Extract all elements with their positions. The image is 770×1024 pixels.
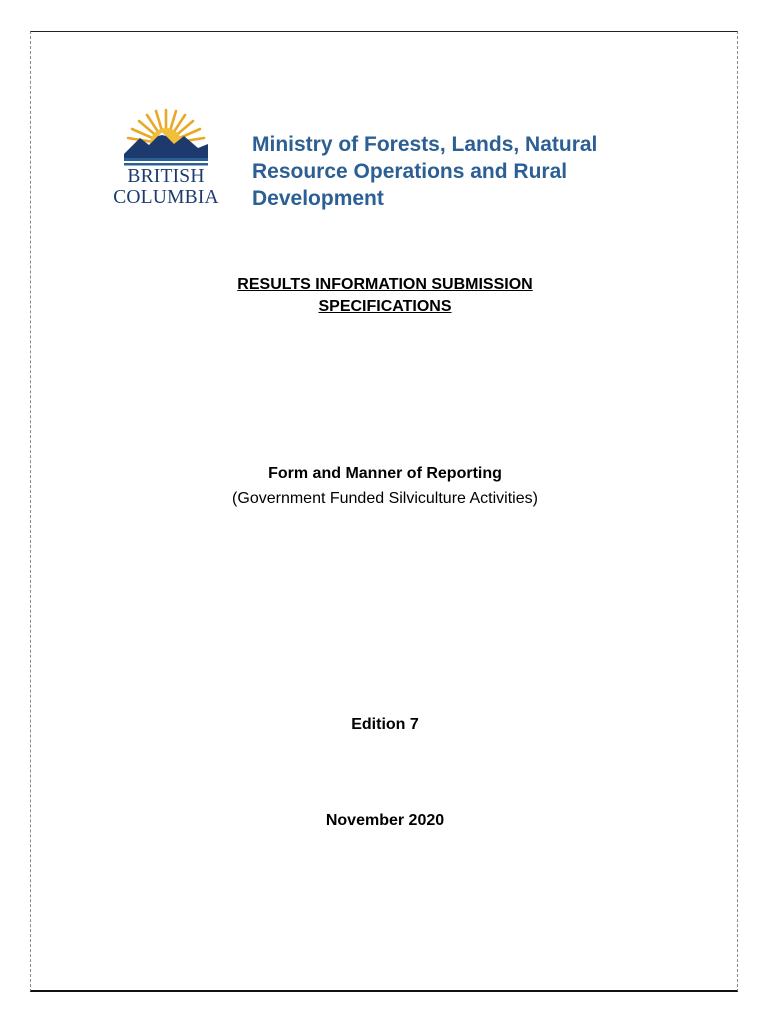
ministry-name-line2: Resource Operations and Rural [252,160,568,183]
bc-logo [104,108,228,214]
ministry-name-line3: Development [252,187,384,210]
logo-text-columbia: COLUMBIA [113,187,219,208]
document-title-line2: SPECIFICATIONS [318,298,452,315]
document-title [150,274,620,318]
form-subtitle: (Government Funded Silviculture Activities) [232,490,538,507]
form-title: Form and Manner of Reporting [268,465,502,482]
logo-text-british: BRITISH [127,166,205,187]
publication-date: November 2020 [325,812,445,829]
edition-label: Edition 7 [351,716,419,733]
ministry-name [252,131,672,212]
bc-sun-mountain-emblem [122,108,210,168]
document-title-line1: RESULTS INFORMATION SUBMISSION [237,276,533,293]
ministry-name-line1: Ministry of Forests, Lands, Natural [252,133,598,156]
